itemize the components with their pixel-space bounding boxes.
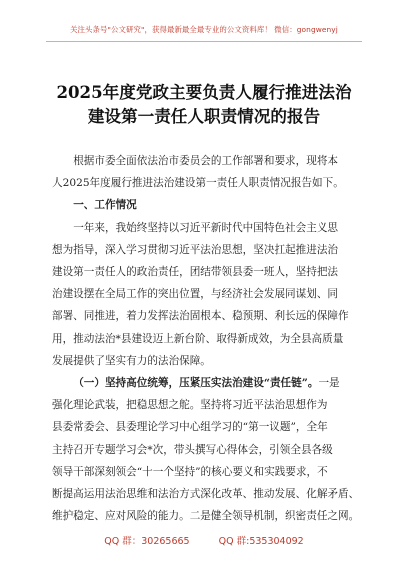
- footer-qq-group-2: QQ 群:535304092: [218, 536, 304, 547]
- paragraph-line: 发展提供了坚实有力的法治保障。: [52, 354, 211, 367]
- intro-line: 根据市委全面依法治市委员会的工作部署和要求，现将本: [73, 155, 339, 167]
- title-line-1: 2025年度党政主要负责人履行推进法治: [56, 82, 352, 102]
- work-paragraph: [52, 217, 360, 372]
- header-watermark-note: 关注头条号"公文研究"，获得最新最全最专业的公文资料库！ 微信：gongwenyj: [70, 25, 338, 34]
- paragraph-line: 断提高运用法治思维和法治方式深化改革、推动发展、化解矛盾、: [52, 488, 360, 501]
- paragraph-line: 维护稳定、应对风险的能力。二是健全领导机制，织密责任之网。: [52, 510, 360, 523]
- paragraph-line: 主持召开专题学习会*次，带头撰写心得体会，引领全县各级: [52, 443, 333, 456]
- document-body: [52, 150, 360, 527]
- header-divider: [46, 41, 362, 42]
- section-heading: 一、工作情况: [73, 199, 137, 212]
- paragraph-line: 领导干部深刻领会“十一个坚持”的核心要义和实践要求，不: [52, 465, 328, 478]
- subsection-first-line: [52, 372, 360, 394]
- subsection-paragraph: [52, 372, 360, 527]
- subsection-heading: （一）坚持高位统筹，压紧压实法治建设“责任链”。: [73, 377, 319, 390]
- paragraph-line: 用，推动法治*县建设迈上新台阶、取得新成效，为全县高质量: [52, 332, 344, 345]
- title-line-2: 建设第一责任人职责情况的报告: [87, 106, 321, 126]
- paragraph-line: 建设第一责任人的政治责任，团结带领县委一班人，坚持把法: [52, 266, 339, 279]
- intro-line: 人2025年度履行推进法治建设第一责任人职责情况报告如下。: [52, 177, 344, 190]
- document-title: [30, 80, 378, 128]
- footer-contact: [0, 533, 408, 547]
- paragraph-line: 部署、同推进，着力发挥法治固根本、稳预期、利长远的保障作: [52, 310, 349, 323]
- subsection-lead-tail: 一是: [318, 377, 340, 390]
- paragraph-line: 治建设摆在全局工作的突出位置，与经济社会发展同谋划、同: [52, 288, 339, 301]
- intro-paragraph: [52, 150, 360, 194]
- paragraph-line: 想为指导，深入学习贯彻习近平法治思想，坚决扛起推进法治: [52, 243, 339, 256]
- paragraph-line: 县委常委会、县委理论学习中心组学习的“第一议题”，全年: [52, 421, 328, 434]
- paragraph-line: 一年来，我始终坚持以习近平新时代中国特色社会主义思: [73, 221, 339, 234]
- paragraph-line: 强化理论武装，把稳思想之舵。坚持将习近平法治思想作为: [52, 399, 328, 412]
- footer-qq-group-1: QQ 群：30265665: [104, 536, 190, 547]
